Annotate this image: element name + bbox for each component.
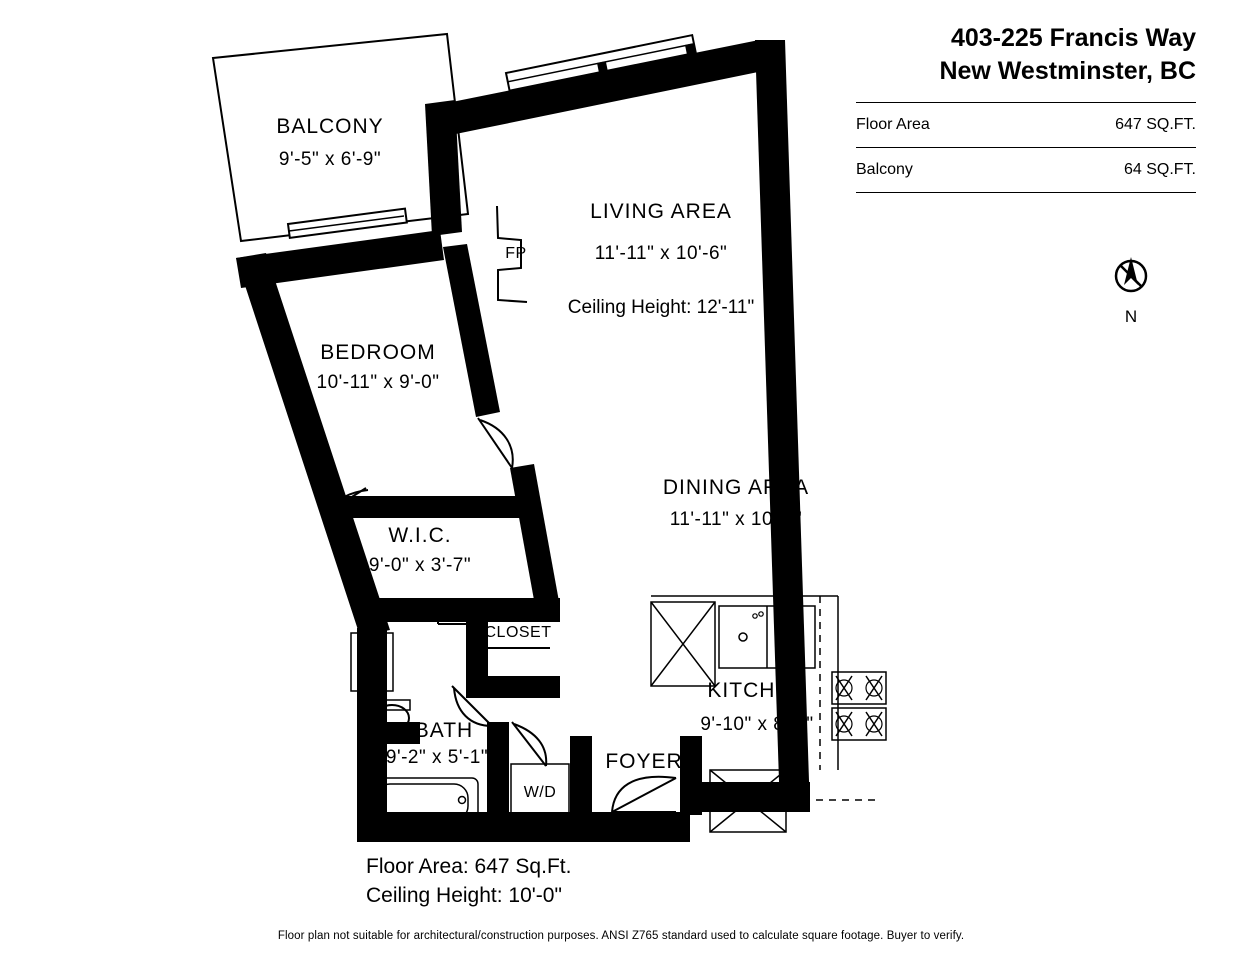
room-label-fireplace: FP	[505, 245, 527, 262]
footer-ceiling-height: Ceiling Height: 10'-0"	[366, 884, 562, 907]
spec-row-floor-area	[856, 102, 1196, 147]
compass-north-icon	[1107, 252, 1155, 300]
footer-floor-area: Floor Area: 647 Sq.Ft.	[366, 855, 572, 878]
room-label-bath: BATH	[414, 719, 474, 742]
room-label-closet: CLOSET	[484, 624, 552, 641]
room-dim-kitchen: 9'-10" x 8'-8"	[700, 714, 814, 735]
address-line-1: 403-225 Francis Way	[950, 24, 1196, 52]
compass-label: N	[1124, 307, 1138, 326]
room-dim-balcony: 9'-5" x 6'-9"	[278, 149, 382, 170]
room-label-kitchen: KITCHEN	[707, 679, 807, 702]
spec-value-balcony: 64 SQ.FT.	[1123, 161, 1196, 178]
room-dim-dining-area: 11'-11" x 10'-6"	[669, 509, 803, 530]
room-label-dining-area: DINING AREA	[662, 476, 810, 499]
room-dim-wic: 9'-0" x 3'-7"	[368, 555, 472, 576]
address-line-2: New Westminster, BC	[939, 57, 1196, 85]
room-label-foyer: FOYER	[605, 750, 683, 773]
room-label-washer-dryer: W/D	[523, 784, 557, 801]
spec-value-floor-area: 647 SQ.FT.	[1115, 116, 1196, 133]
compass	[1096, 252, 1166, 327]
room-label-balcony: BALCONY	[276, 115, 384, 138]
spec-label-floor-area: Floor Area	[856, 116, 930, 133]
room-dim-bath: 9'-2" x 5'-1"	[385, 747, 489, 768]
disclaimer-text: Floor plan not suitable for architectural/construction purposes. ANSI Z765 standard used to calculate square footage. Buyer to verify.	[277, 930, 965, 942]
bedroom-window	[288, 209, 407, 238]
room-label-living-area: LIVING AREA	[590, 200, 732, 223]
spec-label-balcony: Balcony	[856, 161, 913, 178]
living-area-ceiling-height: Ceiling Height: 12'-11"	[567, 297, 755, 318]
footer-summary	[366, 852, 1006, 910]
plan-header	[856, 22, 1196, 193]
spec-table	[856, 102, 1196, 193]
room-dim-living-area: 11'-11" x 10'-6"	[594, 243, 728, 264]
spec-row-balcony	[856, 147, 1196, 193]
room-dim-bedroom: 10'-11" x 9'-0"	[316, 372, 440, 393]
room-label-wic: W.I.C.	[388, 524, 452, 547]
room-label-bedroom: BEDROOM	[320, 341, 436, 364]
